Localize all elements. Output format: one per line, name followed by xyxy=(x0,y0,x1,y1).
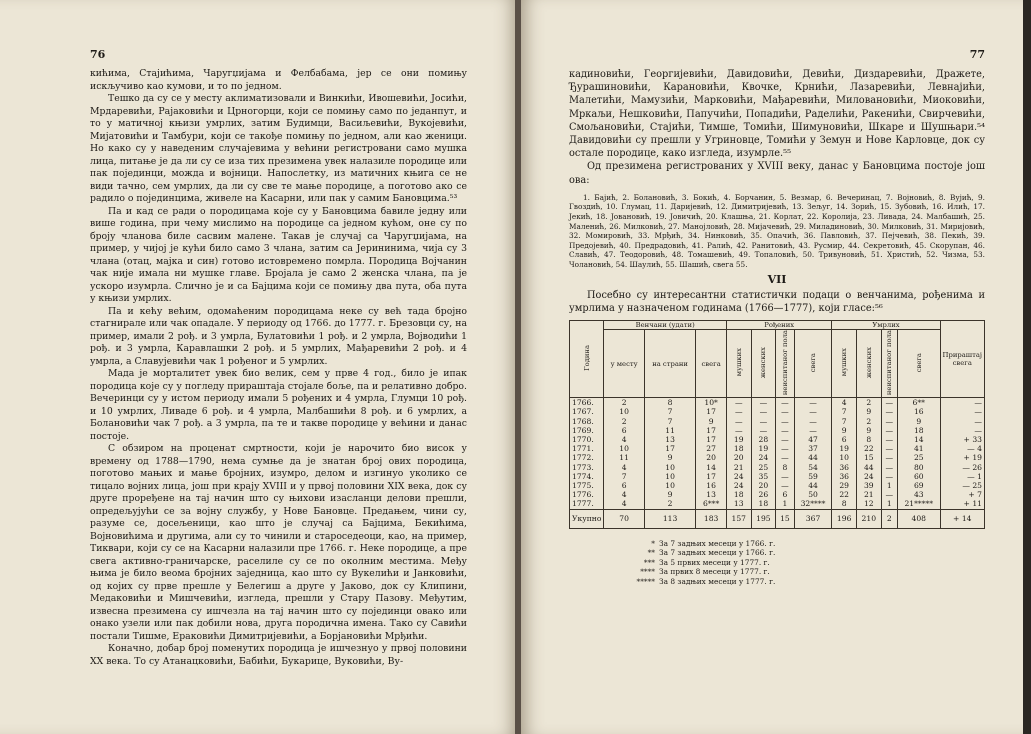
table-cell: — xyxy=(751,417,776,426)
table-cell: — xyxy=(940,398,984,408)
table-cell: 15 xyxy=(856,453,881,462)
table-cell: — xyxy=(794,398,832,408)
table-cell: 22 xyxy=(856,444,881,453)
table-cell: 24 xyxy=(726,472,751,481)
table-cell: 1 xyxy=(776,499,795,509)
left-paragraph-2: Тешко да су се у месту аклиматизовали и Винкићи, Ивошевићи, Јосићи, Мрдаревићи, Рајаковићи и Црногорци, који се помињу само по једанпут, и то у матичној књизи умрлих, затим Будимци, Васиљевићи, Вукојевићи, Мијатовићи и Тамбури, који се такође помињу по једном, али као женици. Но како су у наведеним случајевима у већини регистровани само мушка лица, питање је да ли су се иза тих презимена увек налазиле породице или пак појединци, можда и војници. Напослетку, из матичних књига се не види тачно, сем умрлих, да ли су све те мање породице, а поготово ако се радило о појединцима, живеле на Касарни, или пак у самим Бановцима.⁵³ xyxy=(90,93,467,204)
footnote-text: За 7 задњих месеци у 1766. г. xyxy=(659,548,776,558)
table-cell: — xyxy=(881,453,897,462)
table-row xyxy=(570,472,985,481)
table-cell: — xyxy=(776,435,795,444)
table-cell: — 4 xyxy=(940,444,984,453)
table-cell: 6 xyxy=(832,435,857,444)
table-cell: 9 xyxy=(696,417,727,426)
table-cell: — 26 xyxy=(940,463,984,472)
table-cell: — xyxy=(940,426,984,435)
statistics-table xyxy=(569,320,985,529)
table-cell: 24 xyxy=(856,472,881,481)
subheader-married-1: на страни xyxy=(644,329,695,397)
table-cell: 2 xyxy=(644,499,695,509)
table-cell: 10 xyxy=(644,463,695,472)
subheader-died-2: неиспитаног пола xyxy=(881,329,897,397)
table-cell: — xyxy=(881,463,897,472)
table-cell: 9 xyxy=(832,426,857,435)
table-cell: 4 xyxy=(604,463,644,472)
header-married: Венчани (удати) xyxy=(604,320,727,329)
table-cell: 18 xyxy=(726,490,751,499)
footnote-mark: ** xyxy=(647,548,655,558)
subheader-born-3: свега xyxy=(794,329,832,397)
table-cell: 69 xyxy=(898,481,941,490)
table-row xyxy=(570,499,985,509)
left-paragraph-5: Мада је морталитет увек био велик, сем у прве 4 год., било је ипак породица које су у погледу прираштаја стојале боље, па и релативно добро. Вечеринци су у истом периоду имали 5 рођених и 4 умрла, Глумци 10 рођ. и 10 умрлих, Ливаде 6 рођ. и 4 умрла, Малбашићи 8 рођ. и 6 умрлих, а Болановићи чак 7 рођ. а 3 умрла, па те и такве породице у већини и данас постоје. xyxy=(90,368,467,442)
surname-list: 1. Бајић, 2. Болановић, 3. Бокић, 4. Борчанин, 5. Везмар, 6. Вечеринац, 7. Војновић, 8. Вујић, 9. Гвоздић, 10. Глумац, 11. Даријевић, 12. Димитријевић, 13. Зељуг, 14. Зорић, 15. Зубовић, 16. Илић, 17. Јекић, 18. Јовановић, 19. Јовичић, 20. Клашња, 21. Корлат, 22. Королија, 23. Ливада, 24. Малбашић, 25. Маленић, 26. Милковић, 27. Манојловић, 28. Мијачевић, 29. Миладиновић, 30. Милковић, 31. Миријовић, 32. Момировић, 33. Мрђић, 34. Нинковић, 35. Опачић, 36. Павловић, 37. Пејчевић, 38. Пекић, 39. Предојевић, 40. Предрадовић, 41. Ралић, 42. Ранитовић, 43. Русмир, 44. Секретовић, 45. Скорупан, 46. Славић, 47. Теодоровић, 48. Томашевић, 49. Топаловић, 50. Тривуновић, 51. Христић, 52. Чизма, 53. Чолановић, 54. Шаулић, 55. Шашић, свега 55. xyxy=(569,192,985,269)
table-cell: 18 xyxy=(726,444,751,453)
table-cell: — xyxy=(881,398,897,408)
table-cell: 36 xyxy=(832,463,857,472)
table-cell: — xyxy=(776,481,795,490)
table-cell: — xyxy=(776,407,795,416)
table-cell-year: 1774. xyxy=(570,472,604,481)
table-total-cell: 196 xyxy=(832,509,857,528)
table-cell: + 11 xyxy=(940,499,984,509)
table-cell: 9 xyxy=(856,407,881,416)
table-cell: — xyxy=(726,417,751,426)
table-cell: 11 xyxy=(604,453,644,462)
left-page-number: 76 xyxy=(90,48,106,61)
subheader-born-2: неиспитаног пола xyxy=(776,329,795,397)
table-cell: 7 xyxy=(644,407,695,416)
table-cell: — xyxy=(776,426,795,435)
table-cell-year: 1768. xyxy=(570,417,604,426)
table-total-cell: 408 xyxy=(898,509,941,528)
footnote-mark: *** xyxy=(643,557,655,567)
table-cell: — 1 xyxy=(940,472,984,481)
table-cell: 4 xyxy=(604,435,644,444)
table-total-cell: 2 xyxy=(881,509,897,528)
table-cell: — xyxy=(726,398,751,408)
table-cell: 17 xyxy=(696,435,727,444)
table-cell: 10 xyxy=(644,472,695,481)
table-row xyxy=(570,453,985,462)
table-total-cell: 210 xyxy=(856,509,881,528)
table-cell-year: 1772. xyxy=(570,453,604,462)
footnote xyxy=(629,558,985,568)
subheader-born-0: мушких xyxy=(726,329,751,397)
left-paragraph-7: Коначно, добар број поменутих породица је ишчезнуо у првој половини XX века. То су Атанацковићи, Бабићи, Букарице, Вуковићи, Ву- xyxy=(90,643,467,667)
table-cell: 8 xyxy=(776,463,795,472)
table-cell: — xyxy=(794,426,832,435)
table-cell: 36 xyxy=(832,472,857,481)
table-cell: 17 xyxy=(696,426,727,435)
table-cell: 19 xyxy=(726,435,751,444)
table-cell: — xyxy=(751,398,776,408)
header-born: Рођених xyxy=(726,320,831,329)
table-cell: 21 xyxy=(856,490,881,499)
subheader-died-1: женских xyxy=(856,329,881,397)
footnote-mark: **** xyxy=(640,567,655,577)
header-growth: Прираштај свега xyxy=(940,320,984,397)
table-cell: 4 xyxy=(604,490,644,499)
table-row xyxy=(570,407,985,416)
table-cell: 44 xyxy=(794,481,832,490)
table-cell: 13 xyxy=(644,435,695,444)
table-cell: 11 xyxy=(644,426,695,435)
subheader-born-1: женских xyxy=(751,329,776,397)
table-cell: 6 xyxy=(604,426,644,435)
table-row xyxy=(570,417,985,426)
table-cell: 25 xyxy=(898,453,941,462)
table-cell: — xyxy=(726,407,751,416)
table-cell: 10 xyxy=(832,453,857,462)
book-edge xyxy=(1023,0,1031,734)
table-cell: — xyxy=(794,417,832,426)
table-row xyxy=(570,490,985,499)
table-row xyxy=(570,463,985,472)
right-page xyxy=(521,0,1031,734)
footnote xyxy=(629,577,985,587)
table-cell-year: 1767. xyxy=(570,407,604,416)
table-cell-year: 1776. xyxy=(570,490,604,499)
table-cell: 14 xyxy=(898,435,941,444)
table-row xyxy=(570,398,985,408)
table-cell: + 33 xyxy=(940,435,984,444)
table-row xyxy=(570,481,985,490)
table-cell: 10 xyxy=(604,407,644,416)
table-cell: 9 xyxy=(898,417,941,426)
subheader-married-0: у месту xyxy=(604,329,644,397)
table-footnotes xyxy=(629,539,985,587)
table-cell-year: 1773. xyxy=(570,463,604,472)
table-cell: 13 xyxy=(696,490,727,499)
table-cell: 20 xyxy=(751,481,776,490)
table-cell-year: 1771. xyxy=(570,444,604,453)
table-cell: 43 xyxy=(898,490,941,499)
table-cell: 41 xyxy=(898,444,941,453)
table-total-label: Укупно xyxy=(570,509,604,528)
table-cell: — xyxy=(776,444,795,453)
table-cell: 21 xyxy=(726,463,751,472)
footnote xyxy=(629,539,985,549)
subheader-died-3: свега xyxy=(898,329,941,397)
header-year: Година xyxy=(570,320,604,397)
table-cell: 19 xyxy=(751,444,776,453)
table-cell: 12 xyxy=(856,499,881,509)
table-cell: 27 xyxy=(696,444,727,453)
table-cell: 19 xyxy=(832,444,857,453)
table-cell: — xyxy=(776,472,795,481)
table-total-cell: 157 xyxy=(726,509,751,528)
table-cell: + 7 xyxy=(940,490,984,499)
table-cell: 22 xyxy=(832,490,857,499)
table-cell: 39 xyxy=(856,481,881,490)
left-paragraph-6: С обзиром на проценат смртности, који је нарочито био висок у времену од 1788—1790, нема сумње да је знатан број ових породица, поготово мањих и мање бројних, изумро, делом и изгинуо уколико се тицало војних лица, још при крају XVIII и у првој половини XIX века, док су друге проређене на тај начин што су њихови изасланци делови прешли, опредељујући се за војну службу, у Нове Бановце. Предањем, чини су, разуме се, досељеници, као што је случај са Бајцима, Бекићима, Војновићима и другима, али су то чинили и староседеоци, као, на пример, Тиквари, који су се на Касарни налазили пре 1766. г. Неке породице, а пре свега активно-граничарске, раселиле су се по околним местима. Међу њима је било веома бројних заједница, као што су Вукелићи и Јанковићи, од којих су прве прешле у Белегиш а друге у Јаково, док су Клипини, Медаковићи и Мишчевићи, изгледа, прешли у Стару Пазову. Међутим, извесна презимена су ишчезла на тај начин што су појединци овако или онако узели или пак добили нова, друга породична имена. Тако су Савићи постали Тишме, Ераковићи Димитријевићи, а Борјановићи Мрђићи. xyxy=(90,443,467,642)
table-cell: 8 xyxy=(856,435,881,444)
table-cell: 7 xyxy=(604,472,644,481)
table-cell: 18 xyxy=(751,499,776,509)
table-cell: 26 xyxy=(751,490,776,499)
table-cell: 4 xyxy=(604,499,644,509)
table-cell-year: 1777. xyxy=(570,499,604,509)
table-cell: — xyxy=(776,398,795,408)
table-cell: 7 xyxy=(644,417,695,426)
table-cell: 17 xyxy=(644,444,695,453)
table-cell: 44 xyxy=(794,453,832,462)
table-cell: — xyxy=(751,407,776,416)
table-total-cell: 113 xyxy=(644,509,695,528)
table-cell: — xyxy=(881,435,897,444)
table-cell: 2 xyxy=(856,417,881,426)
table-cell: 10 xyxy=(604,444,644,453)
table-cell: — xyxy=(881,444,897,453)
table-total-cell: 183 xyxy=(696,509,727,528)
footnote-text: За првих 8 месеци у 1777. г. xyxy=(659,567,770,577)
left-paragraph-3: Па и кад се ради о породицама које су у Бановцима бавиле једну или више година, при чему мислимо на породице са једном кућом, оне су по броју чланова биле сасвим малене. Такав је случај са Чаругџијама, на пример, у чијој је кући било само 3 члана, затим са Јерининима, чија су 3 члана (отац, мајка и син) готово истовремено помрла. Породица Војчанин чак није имала ни мушке главе. Бројала је само 2 женска члана, па је ускоро изумрла. Слично је и са Бајцима који се помињу два пута, оба пута у књизи умрлих. xyxy=(90,205,467,304)
table-cell: 1 xyxy=(881,499,897,509)
table-cell: 60 xyxy=(898,472,941,481)
right-paragraph-intro: Од презимена регистрованих у XVIII веку, данас у Бановцима постоје још ова: xyxy=(569,161,985,186)
table-total-cell: 70 xyxy=(604,509,644,528)
table-cell: — xyxy=(751,426,776,435)
table-row xyxy=(570,426,985,435)
table-total-cell: 367 xyxy=(794,509,832,528)
table-cell: 1 xyxy=(881,481,897,490)
table-cell: — xyxy=(726,426,751,435)
table-cell: 9 xyxy=(644,490,695,499)
table-total-cell: + 14 xyxy=(940,509,984,528)
table-cell-year: 1769. xyxy=(570,426,604,435)
right-paragraph-continued: кадиновићи, Георгијевићи, Давидовићи, Девићи, Диздаревићи, Дражете, Ђурашиновићи, Карановићи, Квочке, Крнићи, Лазаревићи, Левнајићи, Малетићи, Мамузићи, Марковићи, Мађаревићи, Миловановићи, Миоковићи, Мркаљи, Нешковићи, Папучићи, Попадићи, Раделићи, Ракенићи, Свирчевићи, Смољановићи, Стајићи, Тимше, Томићи, Шимуновићи, Шкаре и Шушњари.⁵⁴ Давидовићи су прешли у Угриновце, Томићи у Земун и Нове Карловце, док су остале породице, како изгледа, изумрле.⁵⁵ xyxy=(569,69,985,160)
table-row xyxy=(570,435,985,444)
table-cell: 59 xyxy=(794,472,832,481)
table-cell: 2 xyxy=(856,398,881,408)
table-cell: — xyxy=(776,453,795,462)
table-cell-year: 1775. xyxy=(570,481,604,490)
table-cell: 17 xyxy=(696,407,727,416)
table-cell-year: 1766. xyxy=(570,398,604,408)
table-cell: 35 xyxy=(751,472,776,481)
footnote-text: За 8 задњих месеци у 1777. г. xyxy=(659,576,776,586)
table-cell: 13 xyxy=(726,499,751,509)
table-total-cell: 15 xyxy=(776,509,795,528)
left-paragraph-1: кићима, Стајићима, Чаругџијама и Фелбабама, јер се они помињу искључиво као кумови, и то по једном. xyxy=(90,68,467,92)
header-died: Умрлих xyxy=(832,320,940,329)
table-cell: 25 xyxy=(751,463,776,472)
table-cell: — xyxy=(794,407,832,416)
footnote-mark: ***** xyxy=(636,576,655,586)
table-cell: — xyxy=(881,490,897,499)
subheader-died-0: мушких xyxy=(832,329,857,397)
table-cell-year: 1770. xyxy=(570,435,604,444)
table-cell: 24 xyxy=(726,481,751,490)
table-cell: 9 xyxy=(856,426,881,435)
table-cell: 16 xyxy=(696,481,727,490)
table-cell: 9 xyxy=(644,453,695,462)
table-cell: 47 xyxy=(794,435,832,444)
table-cell: — xyxy=(940,417,984,426)
table-cell: 50 xyxy=(794,490,832,499)
footnote-mark: * xyxy=(651,538,655,548)
table-cell: 20 xyxy=(696,453,727,462)
table-cell: 21***** xyxy=(898,499,941,509)
table-cell: — xyxy=(881,407,897,416)
footnote xyxy=(629,567,985,577)
table-cell: 32**** xyxy=(794,499,832,509)
table-cell: — xyxy=(881,426,897,435)
table-cell: 37 xyxy=(794,444,832,453)
table-cell: + 19 xyxy=(940,453,984,462)
table-cell: 10* xyxy=(696,398,727,408)
table-cell: 2 xyxy=(604,417,644,426)
table-cell: 6 xyxy=(604,481,644,490)
table-cell: 54 xyxy=(794,463,832,472)
table-cell: 14 xyxy=(696,463,727,472)
table-cell: — xyxy=(881,417,897,426)
table-intro-paragraph: Посебно су интересантни статистички подаци о венчанима, рођенима и умрлима у назначеном годинама (1766—1777), који гласе:⁵⁶ xyxy=(569,289,985,314)
table-cell: 29 xyxy=(832,481,857,490)
table-cell: 7 xyxy=(832,407,857,416)
table-cell: — xyxy=(940,407,984,416)
table-cell: 17 xyxy=(696,472,727,481)
subheader-married-2: свега xyxy=(696,329,727,397)
table-total-row xyxy=(570,509,985,528)
section-heading: VII xyxy=(767,272,787,286)
table-cell: 20 xyxy=(726,453,751,462)
table-cell: 44 xyxy=(856,463,881,472)
table-cell: — xyxy=(776,417,795,426)
table-cell: 8 xyxy=(832,499,857,509)
right-page-number: 77 xyxy=(969,48,985,61)
table-cell: — xyxy=(881,472,897,481)
table-row xyxy=(570,444,985,453)
table-cell: 18 xyxy=(898,426,941,435)
table-cell: 10 xyxy=(644,481,695,490)
table-cell: 6*** xyxy=(696,499,727,509)
table-cell: 6** xyxy=(898,398,941,408)
table-cell: 24 xyxy=(751,453,776,462)
table-total-cell: 195 xyxy=(751,509,776,528)
footnote-text: За 5 првих месеци у 1777. г. xyxy=(659,557,770,567)
table-cell: 28 xyxy=(751,435,776,444)
table-cell: — 25 xyxy=(940,481,984,490)
table-cell: 6 xyxy=(776,490,795,499)
table-cell: 4 xyxy=(832,398,857,408)
table-cell: 2 xyxy=(604,398,644,408)
table-cell: 8 xyxy=(644,398,695,408)
table-cell: 80 xyxy=(898,463,941,472)
table-cell: 16 xyxy=(898,407,941,416)
footnote-text: За 7 задњих месеци у 1766. г. xyxy=(659,538,776,548)
footnote xyxy=(629,548,985,558)
table-cell: 7 xyxy=(832,417,857,426)
left-paragraph-4: Па и кећу већим, одомаћеним породицама неке су већ тада бројно стагнирале или чак опадале. У периоду од 1766. до 1777. г. Брезовци су, на пример, имали 2 рођ. и 3 умрла, Булатовићи 1 рођ. и 2 умрла, Војводићи 1 рођ. и 3 умрла, Каравлашки 2 рођ. и 5 умрлих, Мађаревићи 2 рођ. и 4 умрла, а Славујевићи чак 1 рођеног и 5 умрлих. xyxy=(90,305,467,367)
